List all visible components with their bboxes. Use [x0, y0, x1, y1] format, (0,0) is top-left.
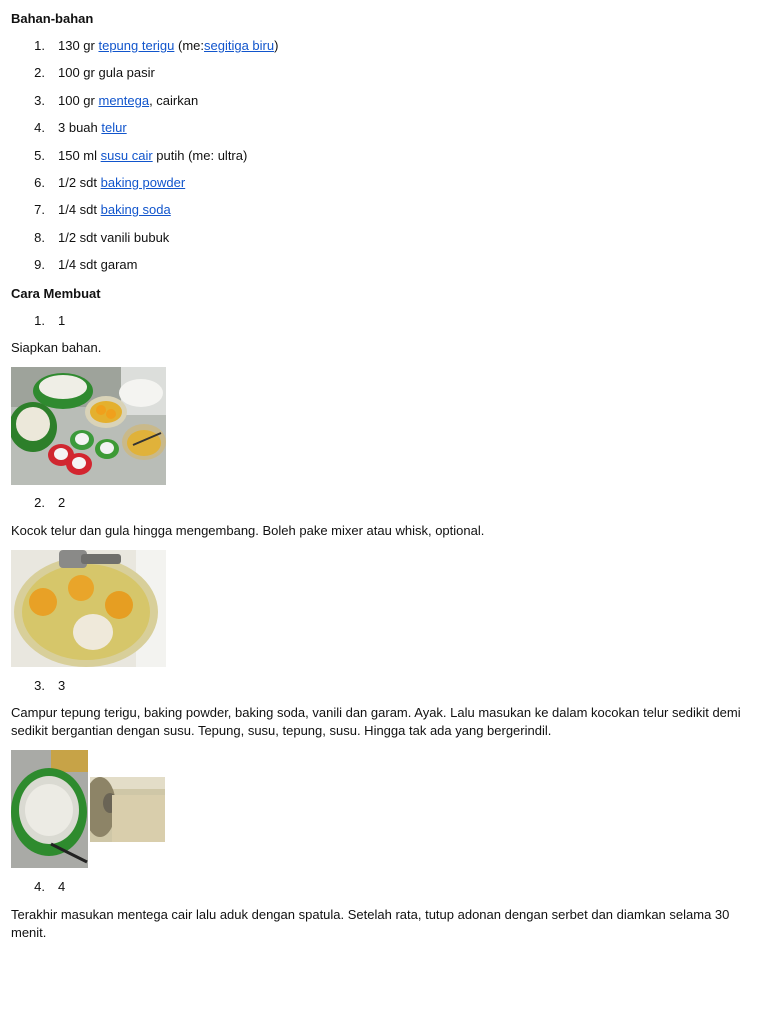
ingredient-text: putih (me: ultra) — [152, 147, 248, 163]
list-number: 2. — [34, 65, 45, 81]
list-number: 6. — [34, 174, 45, 190]
flour-sieve-image — [11, 750, 88, 868]
ingredient-link[interactable]: telur — [101, 120, 127, 136]
list-number: 9. — [34, 257, 45, 273]
list-number: 5. — [34, 147, 45, 163]
step-number-row — [11, 494, 757, 512]
step-number-row — [11, 677, 757, 695]
list-number: 8. — [34, 229, 45, 245]
ingredient-link[interactable]: baking powder — [100, 174, 186, 190]
ingredient-item — [11, 246, 757, 273]
step-text: Campur tepung terigu, baking powder, baking soda, vanili dan garam. Ayak. Lalu masukan ke dalam kocokan telur sedikit demi sedikit bergantian dengan susu. Tepung, susu, tepung, susu. Hingga tak ada yang bergerindil. — [11, 704, 741, 738]
ingredient-item — [11, 27, 757, 54]
step-1-photo — [11, 367, 166, 485]
ingredient-text: 1/4 sdt — [58, 202, 101, 218]
ingredient-text: 3 buah — [58, 120, 102, 136]
step-3-photo-a — [11, 750, 88, 868]
list-number: 4. — [34, 878, 45, 894]
ingredient-link[interactable]: tepung terigu — [98, 38, 175, 53]
ingredient-link[interactable]: susu cair — [100, 147, 153, 163]
list-number: 1. — [34, 312, 45, 328]
list-number: 2. — [34, 494, 45, 510]
recipe-document — [11, 10, 757, 942]
step-number-row — [11, 878, 757, 896]
ingredient-text: 130 gr — [58, 38, 99, 53]
brand-link[interactable]: segitiga biru — [204, 38, 275, 53]
ingredient-text: (me: — [174, 38, 205, 53]
step-label: 3 — [58, 677, 66, 693]
ingredient-link[interactable]: baking soda — [100, 202, 171, 218]
ingredients-list — [11, 27, 757, 274]
step-text: Terakhir masukan mentega cair lalu aduk dengan spatula. Setelah rata, tutup adonan dengan serbet dan diamkan selama 30 menit. — [11, 906, 730, 940]
step-label: 4 — [58, 878, 66, 894]
ingredient-text: 100 gr gula pasir — [58, 65, 155, 81]
list-number: 4. — [34, 120, 45, 136]
ingredients-heading: Bahan-bahan — [11, 11, 94, 26]
step-3-photo-b — [90, 777, 165, 842]
ingredient-text: 1/4 sdt garam — [58, 257, 138, 273]
step-label: 2 — [58, 494, 66, 510]
step-2-photo — [11, 550, 166, 667]
ingredient-text: 100 gr — [58, 92, 99, 108]
ingredient-text: 1/2 sdt vanili bubuk — [58, 229, 170, 245]
ingredient-text: , cairkan — [149, 92, 199, 108]
ingredient-text: 150 ml — [58, 147, 101, 163]
ingredient-item — [11, 54, 757, 81]
ingredient-item — [11, 109, 757, 136]
list-number: 3. — [34, 92, 45, 108]
eggs-sugar-bowl-image — [11, 550, 166, 667]
ingredient-item — [11, 82, 757, 109]
ingredients-bowls-image — [11, 367, 166, 485]
ingredient-link[interactable]: mentega — [98, 92, 150, 108]
step-3-photos — [11, 750, 757, 868]
list-number: 1. — [34, 38, 45, 53]
ingredient-item — [11, 219, 757, 246]
ingredient-item — [11, 137, 757, 164]
list-number: 3. — [34, 677, 45, 693]
ingredient-text: ) — [274, 38, 279, 53]
ingredient-item — [11, 191, 757, 218]
step-text: Kocok telur dan gula hingga mengembang. Boleh pake mixer atau whisk, optional. — [11, 522, 485, 538]
ingredient-item — [11, 164, 757, 191]
ingredient-text: 1/2 sdt — [58, 174, 101, 190]
batter-bowl-image — [90, 777, 165, 842]
steps-heading: Cara Membuat — [11, 285, 101, 301]
step-number-row — [11, 312, 757, 330]
step-label: 1 — [58, 312, 66, 328]
list-number: 7. — [34, 202, 45, 218]
step-text: Siapkan bahan. — [11, 339, 102, 355]
